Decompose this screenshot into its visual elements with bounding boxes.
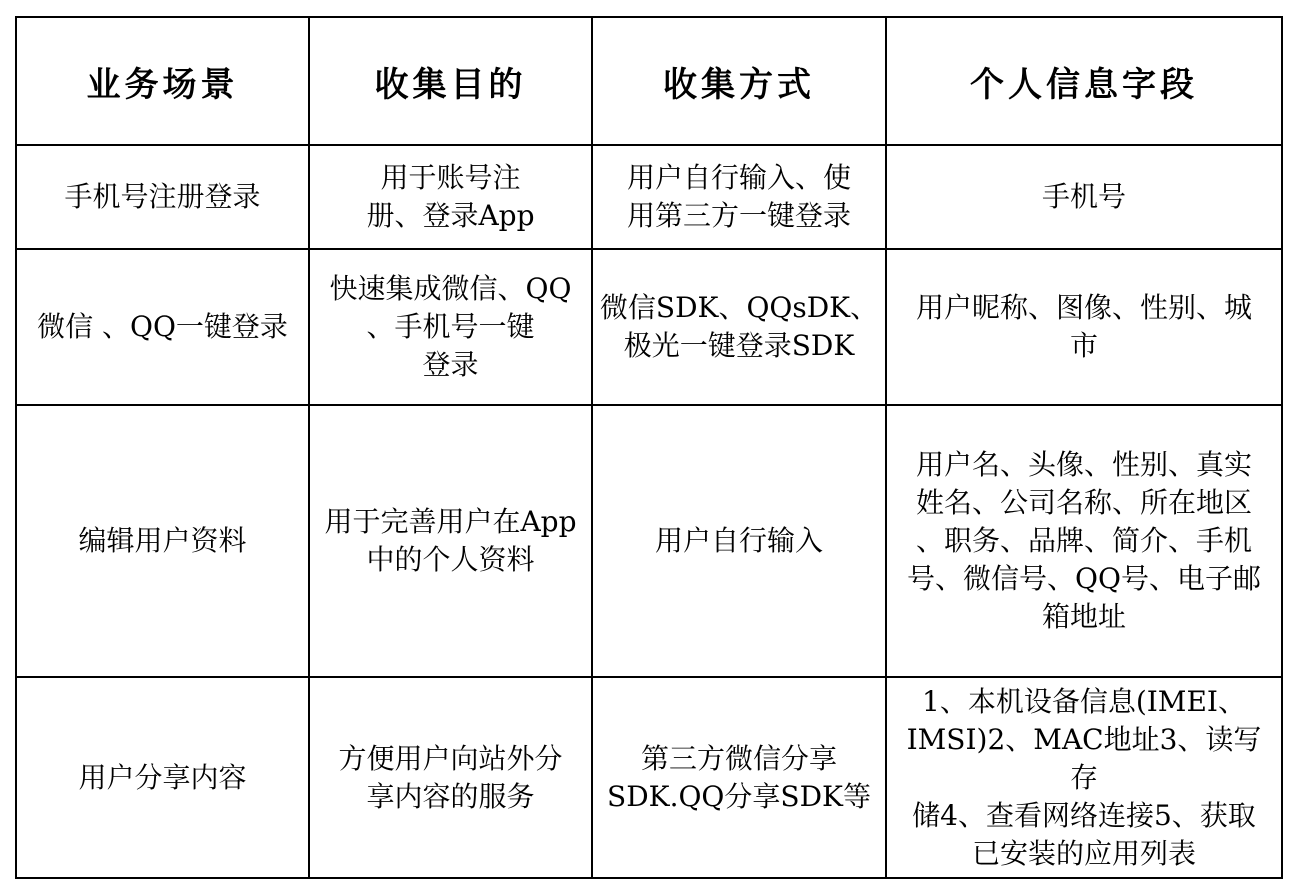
cell-method: 用户自行输入、使 用第三方一键登录 bbox=[592, 145, 886, 249]
header-personal-info-fields: 个人信息字段 bbox=[886, 17, 1282, 145]
cell-scene: 微信 、QQ一键登录 bbox=[16, 249, 309, 405]
cell-scene: 用户分享内容 bbox=[16, 677, 309, 878]
cell-scene: 手机号注册登录 bbox=[16, 145, 309, 249]
table-row bbox=[16, 677, 1282, 878]
cell-purpose: 快速集成微信、QQ 、手机号一键 登录 bbox=[309, 249, 592, 405]
personal-info-collection-table bbox=[15, 16, 1283, 879]
header-business-scene: 业务场景 bbox=[16, 17, 309, 145]
cell-fields: 1、本机设备信息(IMEI、 IMSI)2、MAC地址3、读写存 储4、查看网络连接5、获取 已安装的应用列表 bbox=[886, 677, 1282, 878]
cell-purpose: 用于账号注 册、登录App bbox=[309, 145, 592, 249]
header-collection-method: 收集方式 bbox=[592, 17, 886, 145]
header-collection-purpose: 收集目的 bbox=[309, 17, 592, 145]
table-row bbox=[16, 249, 1282, 405]
cell-purpose: 用于完善用户在App 中的个人资料 bbox=[309, 405, 592, 677]
cell-scene: 编辑用户资料 bbox=[16, 405, 309, 677]
cell-purpose: 方便用户向站外分 享内容的服务 bbox=[309, 677, 592, 878]
cell-fields: 用户名、头像、性别、真实 姓名、公司名称、所在地区 、职务、品牌、简介、手机 号、微信号、QQ号、电子邮 箱地址 bbox=[886, 405, 1282, 677]
cell-method: 用户自行输入 bbox=[592, 405, 886, 677]
table-row bbox=[16, 145, 1282, 249]
table-header-row bbox=[16, 17, 1282, 145]
cell-method: 第三方微信分享 SDK.QQ分享SDK等 bbox=[592, 677, 886, 878]
cell-fields: 用户昵称、图像、性别、城 市 bbox=[886, 249, 1282, 405]
cell-method: 微信SDK、QQsDK、 极光一键登录SDK bbox=[592, 249, 886, 405]
cell-fields: 手机号 bbox=[886, 145, 1282, 249]
table-row bbox=[16, 405, 1282, 677]
